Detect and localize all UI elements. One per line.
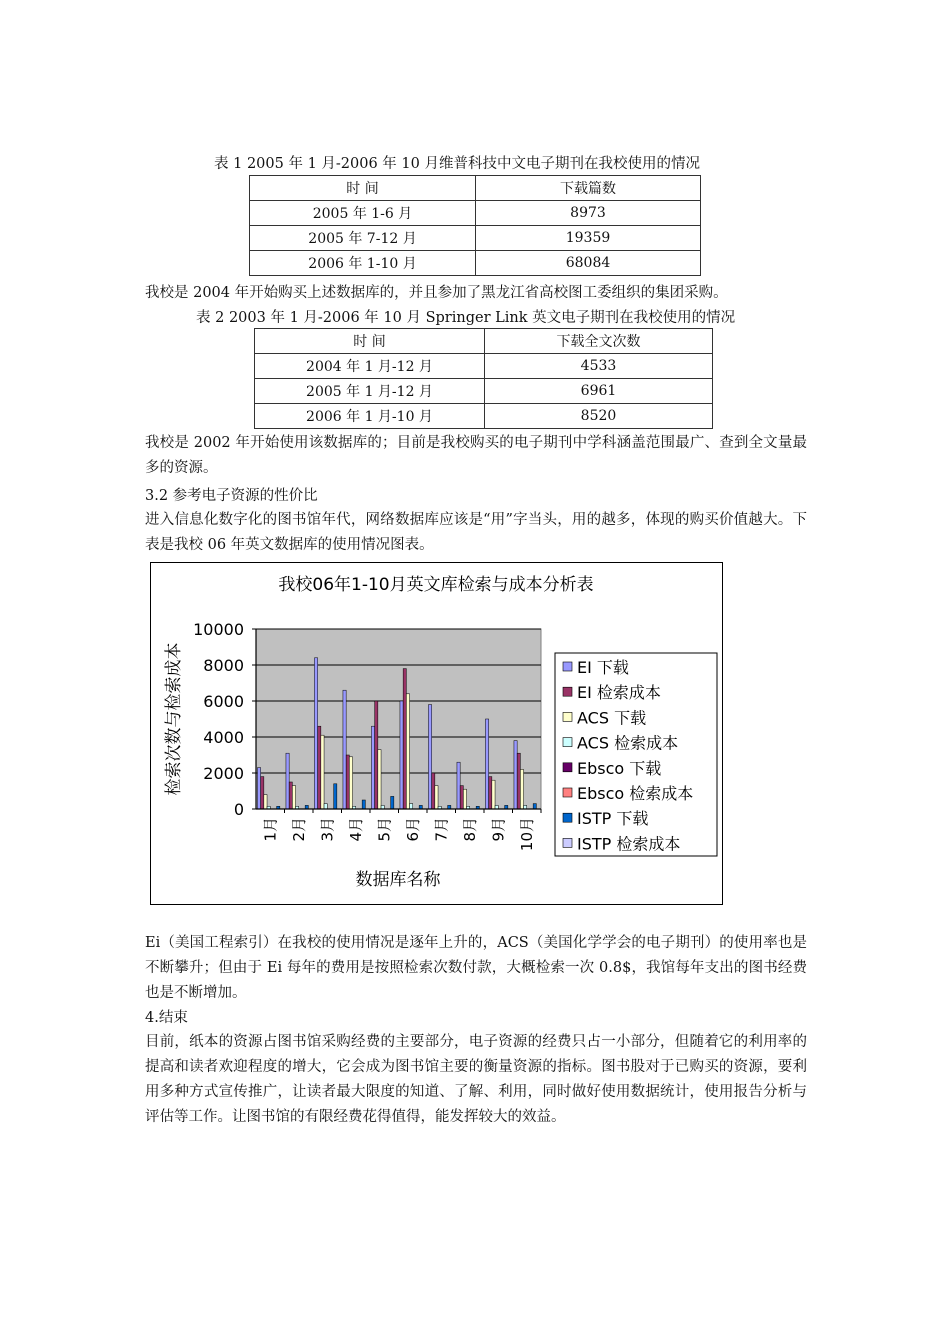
- x-tick-label: 6月: [403, 817, 422, 842]
- legend-swatch: [563, 763, 572, 772]
- table-cell: 2004 年 1 月-12 月: [255, 354, 485, 379]
- bar: [343, 690, 346, 809]
- bar: [520, 769, 523, 809]
- bar: [324, 804, 327, 809]
- section-heading: 3.2 参考电子资源的性价比: [145, 488, 318, 504]
- x-axis-label: 数据库名称: [355, 870, 441, 890]
- y-tick-label: 10000: [193, 620, 244, 639]
- bar: [406, 694, 409, 809]
- x-tick-label: 2月: [289, 817, 308, 842]
- legend-label: ACS 下载: [577, 708, 647, 728]
- bar: [375, 701, 378, 809]
- bar: [492, 780, 495, 809]
- legend-swatch: [563, 813, 572, 822]
- table-header-cell: 下载篇数: [476, 176, 701, 201]
- x-tick-label: 1月: [261, 817, 280, 842]
- legend-label: ISTP 检索成本: [577, 834, 681, 854]
- bar: [400, 701, 403, 809]
- y-tick-label: 2000: [203, 764, 244, 783]
- table-row: [255, 404, 713, 429]
- bar: [533, 804, 536, 809]
- bar: [346, 755, 349, 809]
- table1-caption: 表 1 2005 年 1 月-2006 年 10 月维普科技中文电子期刊在我校使用的情况: [214, 156, 700, 172]
- legend: [555, 653, 717, 856]
- y-tick-label: 8000: [203, 656, 244, 675]
- chart-svg: [151, 563, 722, 904]
- bar: [391, 796, 394, 809]
- usage-chart: [150, 562, 723, 905]
- x-tick-label: 5月: [375, 817, 394, 842]
- paragraph: 我校是 2002 年开始使用该数据库的；目前是我校购买的电子期刊中学科涵盖范围最广、查到全文量最多的资源。: [145, 435, 807, 476]
- chart-title: 我校06年1-10月英文库检索与成本分析表: [278, 575, 594, 595]
- bar: [349, 757, 352, 809]
- table-cell: 6961: [485, 379, 713, 404]
- bar: [403, 669, 406, 809]
- table-cell: 8973: [476, 201, 701, 226]
- bar: [485, 719, 488, 809]
- table-cell: 19359: [476, 226, 701, 251]
- x-tick-label: 10月: [517, 817, 536, 852]
- y-tick-label: 0: [233, 800, 244, 819]
- table2-caption: 表 2 2003 年 1 月-2006 年 10 月 Springer Link 英文电子期刊在我校使用的情况: [196, 310, 736, 326]
- bar: [261, 777, 264, 809]
- x-tick-label: 3月: [318, 817, 337, 842]
- bar: [289, 782, 292, 809]
- bar: [410, 804, 413, 809]
- bar: [314, 658, 317, 809]
- legend-label: Ebsco 下载: [577, 758, 662, 778]
- table-cell: 8520: [485, 404, 713, 429]
- table-header-cell: 时 间: [250, 176, 476, 201]
- bar: [457, 762, 460, 809]
- bar: [321, 735, 324, 809]
- bar: [257, 768, 260, 809]
- table-cell: 2005 年 1 月-12 月: [255, 379, 485, 404]
- legend-swatch: [563, 662, 572, 671]
- table-cell: 2006 年 1 月-10 月: [255, 404, 485, 429]
- table-row: [255, 354, 713, 379]
- legend-label: EI 检索成本: [577, 683, 661, 703]
- bar: [264, 795, 267, 809]
- table1: [249, 175, 701, 276]
- x-tick-label: 7月: [432, 817, 451, 842]
- table-header-cell: 时 间: [255, 329, 485, 354]
- bar: [435, 786, 438, 809]
- table2: [254, 328, 713, 429]
- legend-swatch: [563, 738, 572, 747]
- legend-swatch: [563, 712, 572, 721]
- legend-label: Ebsco 检索成本: [577, 784, 694, 803]
- x-tick-label: 8月: [460, 817, 479, 842]
- paragraph: 目前，纸本的资源占图书馆采购经费的主要部分，电子资源的经费只占一小部分，但随着它的利用率的提高和读者欢迎程度的增大，它会成为图书馆主要的衡量资源的指标。图书股对于已购买的资源，要利用多种方式宣传推广，让读者最大限度的知道、了解、利用，同时做好使用数据统计，使用报告分析与评估等工作。让图书馆的有限经费花得值得，能发挥较大的效益。: [145, 1034, 807, 1125]
- table-header-row: [255, 329, 713, 354]
- table-cell: 2005 年 7-12 月: [250, 226, 476, 251]
- paragraph: Ei（美国工程索引）在我校的使用情况是逐年上升的，ACS（美国化学学会的电子期刊）的使用率也是不断攀升；但由于 Ei 每年的费用是按照检索次数付款，大概检索一次 0.8$，我馆每年支出的图书经费也是不断增加。: [145, 935, 807, 1001]
- x-tick-label: 4月: [346, 817, 365, 842]
- legend-swatch: [563, 838, 572, 847]
- table-row: [250, 226, 701, 251]
- table-row: [250, 201, 701, 226]
- y-axis-label: 检索次数与检索成本: [164, 642, 184, 796]
- legend-label: ACS 检索成本: [577, 733, 679, 753]
- bar: [286, 753, 289, 809]
- table-cell: 4533: [485, 354, 713, 379]
- bar: [460, 786, 463, 809]
- y-tick-label: 6000: [203, 692, 244, 711]
- table-cell: 2006 年 1-10 月: [250, 251, 476, 276]
- section-heading: 4.结束: [145, 1010, 188, 1026]
- bar: [334, 784, 337, 809]
- y-tick-label: 4000: [203, 728, 244, 747]
- table-header-row: [250, 176, 701, 201]
- bar: [371, 726, 374, 809]
- table-cell: 2005 年 1-6 月: [250, 201, 476, 226]
- table-cell: 68084: [476, 251, 701, 276]
- plot-area: [256, 629, 541, 809]
- table-row: [250, 251, 701, 276]
- paragraph: 进入信息化数字化的图书馆年代，网络数据库应该是“用”字当头，用的越多，体现的购买价值越大。下表是我校 06 年英文数据库的使用情况图表。: [145, 512, 807, 553]
- paragraph: 我校是 2004 年开始购买上述数据库的，并且参加了黑龙江省高校图工委组织的集团采购。: [145, 285, 728, 301]
- legend-label: EI 下载: [577, 658, 629, 677]
- table-header-cell: 下载全文次数: [485, 329, 713, 354]
- legend-swatch: [563, 687, 572, 696]
- bar: [292, 786, 295, 809]
- x-tick-label: 9月: [489, 817, 508, 842]
- table-row: [255, 379, 713, 404]
- bar: [428, 705, 431, 809]
- bar: [489, 777, 492, 809]
- bar: [463, 789, 466, 809]
- bar: [514, 741, 517, 809]
- bar: [362, 800, 365, 809]
- legend-label: ISTP 下载: [577, 809, 649, 829]
- bar: [318, 726, 321, 809]
- bar: [378, 750, 381, 809]
- bar: [432, 773, 435, 809]
- bar: [517, 753, 520, 809]
- legend-swatch: [563, 788, 572, 797]
